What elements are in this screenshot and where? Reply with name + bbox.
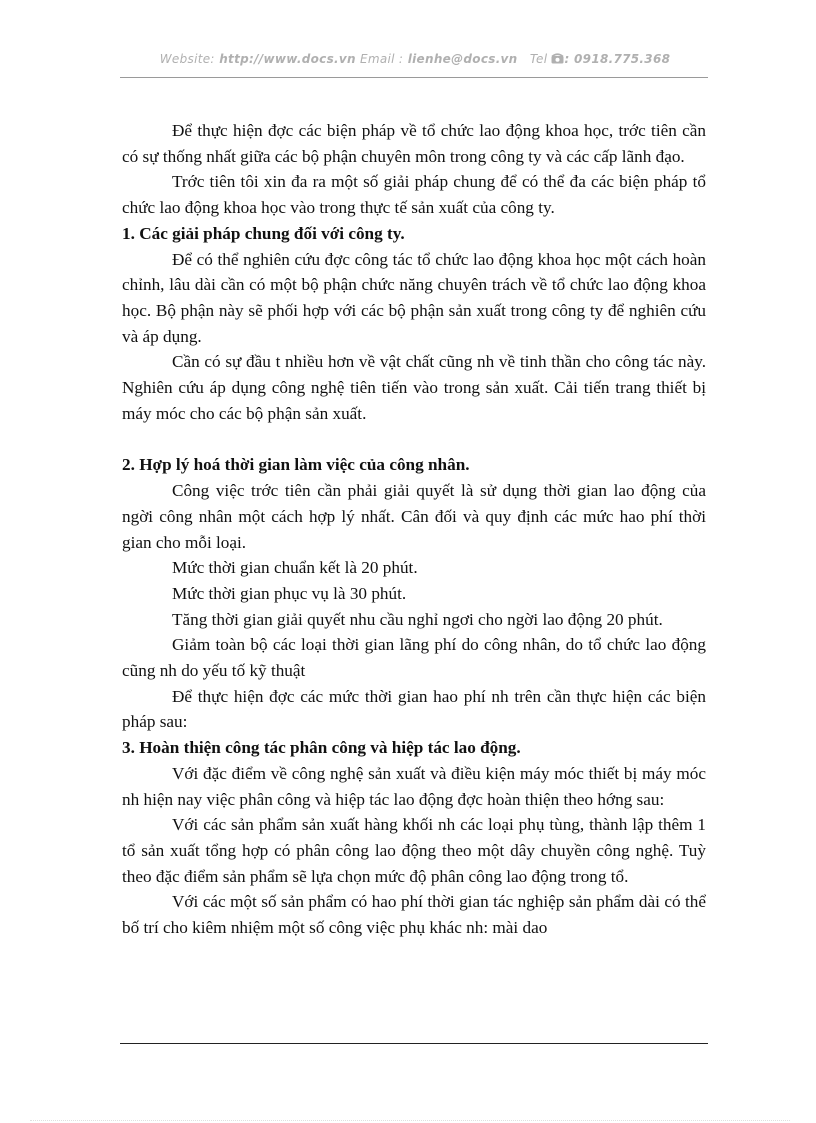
paragraph: Giảm toàn bộ các loại thời gian lãng phí do công nhân, do tổ chức lao động cũng nh do yếu tố kỹ thuật — [122, 635, 706, 681]
page-edge-dots — [30, 1120, 790, 1121]
paragraph: Để thực hiện đợc các mức thời gian hao phí nh trên cần thực hiện các biện pháp sau: — [122, 686, 706, 732]
website-url[interactable]: http://www.docs.vn — [214, 52, 356, 66]
section-heading: 2. Hợp lý hoá thời gian làm việc của công nhân. — [122, 455, 470, 475]
email-label: Email : — [355, 52, 404, 66]
email-value[interactable]: lienhe@docs.vn — [403, 52, 518, 66]
section-heading: 1. Các giải pháp chung đối với công ty. — [122, 223, 405, 243]
paragraph: Mức thời gian phục vụ là 30 phút. — [172, 583, 407, 603]
paragraph: Với các sản phẩm sản xuất hàng khối nh các loại phụ tùng, thành lập thêm 1 tổ sản xuất tổng hợp có phân công lao động theo một dây chuyền công nghệ. Tuỳ theo đặc điểm sản phẩm sẽ lựa chọn mức độ phân công lao động trong tổ. — [122, 815, 706, 886]
paragraph: Trớc tiên tôi xin đa ra một số giải pháp chung để có thể đa các biện pháp tổ chức lao động khoa học vào trong thực tế sản xuất của công ty. — [122, 172, 706, 218]
paragraph: Với các một số sản phẩm có hao phí thời gian tác nghiệp sản phẩm dài có thể bố trí cho kiêm nhiệm một số công việc phụ khác nh: mài dao — [122, 892, 706, 938]
tel-label: Tel — [529, 52, 548, 66]
document-body — [122, 118, 706, 941]
paragraph: Để có thể nghiên cứu đợc công tác tổ chức lao động khoa học một cách hoàn chỉnh, lâu dài cần có một bộ phận chức năng chuyên trách về tổ chức lao động khoa học. Bộ phận này sẽ phối hợp với các bộ phận sản xuất trong công ty để nghiên cứu và áp dụng. — [122, 249, 706, 346]
header-divider — [120, 77, 708, 78]
section-heading: 3. Hoàn thiện công tác phân công và hiệp tác lao động. — [122, 738, 521, 758]
paragraph: Để thực hiện đợc các biện pháp về tổ chức lao động khoa học, trớc tiên cần có sự thống nhất giữa các bộ phận chuyên môn trong công ty và các cấp lãnh đạo. — [122, 121, 706, 166]
phone-icon — [551, 53, 564, 64]
website-label: Website: — [159, 52, 215, 66]
paragraph: Với đặc điểm về công nghệ sản xuất và điều kiện máy móc thiết bị máy móc nh hiện nay việc phân công và hiệp tác lao động đợc hoàn thiện theo hớng sau: — [122, 763, 706, 809]
paragraph: Công việc trớc tiên cần phải giải quyết là sử dụng thời gian lao động của ngời công nhân một cách hợp lý nhất. Cân đối và quy định các mức hao phí thời gian cho mỗi loại. — [122, 481, 706, 552]
paragraph: Mức thời gian chuẩn kết là 20 phút. — [172, 558, 418, 578]
paragraph: Tăng thời gian giải quyết nhu cầu nghỉ ngơi cho ngời lao động 20 phút. — [172, 609, 663, 629]
footer-divider — [120, 1043, 708, 1044]
tel-value: : 0918.775.368 — [564, 52, 671, 66]
paragraph: Cần có sự đầu t nhiều hơn về vật chất cũng nh về tinh thần cho công tác này. Nghiên cứu áp dụng công nghệ tiên tiến vào trong sản xuất. Cải tiến trang thiết bị máy móc cho các bộ phận sản xuất. — [122, 352, 706, 423]
page-header — [120, 52, 710, 66]
blank-line — [122, 426, 706, 450]
